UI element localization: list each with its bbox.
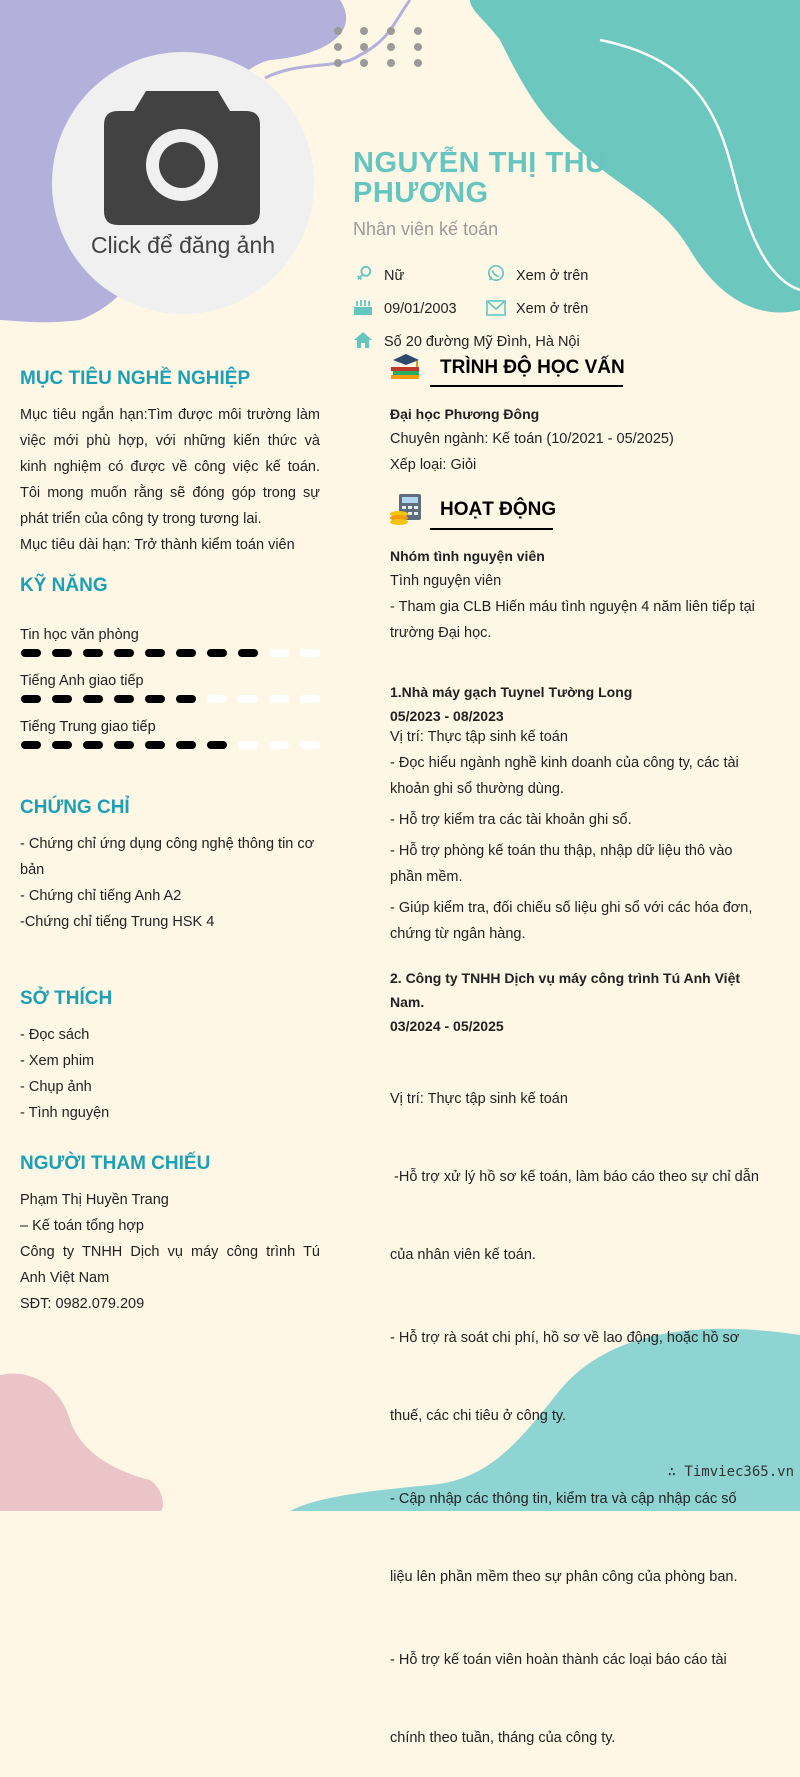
skill-dash-filled — [83, 695, 103, 703]
phone-icon — [486, 264, 506, 282]
activities-heading: HOẠT ĐỘNG — [440, 499, 557, 520]
skill-dash-filled — [207, 649, 227, 657]
career-goal-heading: MỤC TIÊU NGHỀ NGHIỆP — [20, 368, 251, 389]
birthday-cake-icon — [353, 298, 373, 316]
education-details: Chuyên ngành: Kế toán (10/2021 - 05/2025) Xếp loại: Giỏi — [390, 431, 674, 473]
career-goal-text: Mục tiêu ngắn hạn:Tìm được môi trường làm việc mới phù hợp, với những kiến thức và kinh nghiệm có được về công việc kế toán. Tôi mong muốn rằng sẽ đóng góp trong sự phát triển của công ty trong tương lai. Mục tiêu dài hạn: Trở thành kiểm toán viên — [20, 407, 320, 553]
job-details: Vị trí: Thực tập sinh kế toán -Hỗ trợ xử lý hồ sơ kế toán, làm báo cáo theo sự chỉ dẫn của nhân viên kế toán. - Hỗ trợ rà soát chi phí, hồ sơ về lao động, hoặc hồ sơ thuế, các chi tiêu ở công ty. - Cập nhập các thông tin, kiểm tra và cập nhập các số liệu lên phần mềm theo sự phân công của phòng ban. - Hỗ trợ kế toán viên hoàn thành các loại báo cáo tài chính theo tuần, tháng của công ty. — [390, 1091, 759, 1746]
references-text: Phạm Thị Huyền Trang – Kế toán tổng hợp Công ty TNHH Dịch vụ máy công trình Tú Anh Việt Nam SĐT: 0982.079.209 — [20, 1192, 320, 1312]
certificates-list: - Chứng chỉ ứng dụng công nghệ thông tin cơ bản - Chứng chỉ tiếng Anh A2 -Chứng chỉ tiếng Trung HSK 4 — [20, 836, 315, 930]
skill-level-bar — [20, 740, 320, 750]
camera-icon — [104, 89, 260, 225]
activities-heading-underline — [430, 528, 553, 530]
photo-upload-label[interactable]: Click để đăng ảnh — [90, 232, 276, 258]
candidate-name: NGUYỄN THỊ THU PHƯƠNG — [353, 147, 607, 209]
skill-dash-filled — [83, 741, 103, 749]
home-icon — [353, 331, 373, 349]
skill-dash-filled — [83, 649, 103, 657]
birthday-value: 09/01/2003 — [384, 301, 457, 317]
hobbies-list: - Đọc sách - Xem phim - Chụp ảnh - Tình nguyện — [20, 1027, 110, 1121]
phone-value: Xem ở trên — [516, 268, 589, 284]
skill-dash-empty — [269, 741, 289, 749]
skill-dash-empty — [300, 741, 320, 749]
skill-dash-filled — [21, 695, 41, 703]
job-company: 1.Nhà máy gạch Tuynel Tường Long 05/2023 - 08/2023 — [390, 684, 633, 724]
activity-org: Nhóm tình nguyện viên — [390, 548, 545, 564]
skill-dash-filled — [207, 741, 227, 749]
skill-dash-empty — [238, 741, 258, 749]
skill-dash-filled — [114, 695, 134, 703]
skill-dash-empty — [238, 695, 258, 703]
skill-dash-filled — [52, 741, 72, 749]
address-value: Số 20 đường Mỹ Đình, Hà Nội — [384, 334, 580, 350]
skill-dash-filled — [114, 649, 134, 657]
job-company: 2. Công ty TNHH Dịch vụ máy công trình Tú Anh Việt Nam. 03/2024 - 05/2025 — [390, 970, 741, 1034]
email-value: Xem ở trên — [516, 301, 589, 317]
skill-dash-filled — [176, 741, 196, 749]
gender-icon — [355, 265, 375, 283]
skill-dash-empty — [269, 695, 289, 703]
skill-dash-filled — [145, 649, 165, 657]
skill-dash-filled — [176, 649, 196, 657]
skills-heading: KỸ NĂNG — [20, 575, 108, 596]
skill-dash-filled — [114, 741, 134, 749]
email-icon — [486, 299, 506, 317]
skill-level-bar — [20, 648, 320, 658]
skill-name: Tiếng Trung giao tiếp — [20, 719, 156, 735]
skill-dash-filled — [176, 695, 196, 703]
activity-details: Tình nguyện viên - Tham gia CLB Hiến máu tình nguyện 4 năm liên tiếp tại trường Đại học. — [390, 573, 755, 641]
school-name: Đại học Phương Đông — [390, 406, 540, 422]
skill-dash-empty — [300, 695, 320, 703]
footer-brand[interactable]: ∴ Timviec365.vn — [667, 1464, 794, 1480]
hobbies-heading: SỞ THÍCH — [20, 988, 113, 1009]
skill-dash-filled — [145, 695, 165, 703]
job-details: Vị trí: Thực tập sinh kế toán - Đọc hiểu ngành nghề kinh doanh của công ty, các tài khoản ghi sổ thường dùng. - Hỗ trợ kiểm tra các tài khoản ghi sổ. - Hỗ trợ phòng kế toán thu thập, nhập dữ liệu thô vào phần mềm. - Giúp kiểm tra, đối chiếu số liệu ghi sổ với các hóa đơn, chứng từ ngân hàng. — [390, 729, 753, 942]
skill-dash-filled — [21, 741, 41, 749]
books-icon — [389, 350, 423, 382]
references-heading: NGƯỜI THAM CHIẾU — [20, 1153, 211, 1174]
skill-dash-filled — [145, 741, 165, 749]
education-heading-underline — [430, 385, 623, 387]
skill-level-bar — [20, 694, 320, 704]
skill-name: Tin học văn phòng — [20, 627, 139, 643]
skill-dash-filled — [52, 649, 72, 657]
skill-dash-filled — [52, 695, 72, 703]
skill-dash-filled — [238, 649, 258, 657]
certificates-heading: CHỨNG CHỈ — [20, 797, 130, 818]
job-title: Nhân viên kế toán — [353, 219, 499, 239]
skill-dash-empty — [207, 695, 227, 703]
skill-dash-empty — [300, 649, 320, 657]
education-heading: TRÌNH ĐỘ HỌC VẤN — [440, 357, 625, 378]
skill-dash-filled — [21, 649, 41, 657]
skill-name: Tiếng Anh giao tiếp — [20, 673, 144, 689]
calculator-coins-icon — [389, 492, 423, 526]
skill-dash-empty — [269, 649, 289, 657]
gender-value: Nữ — [384, 268, 405, 284]
